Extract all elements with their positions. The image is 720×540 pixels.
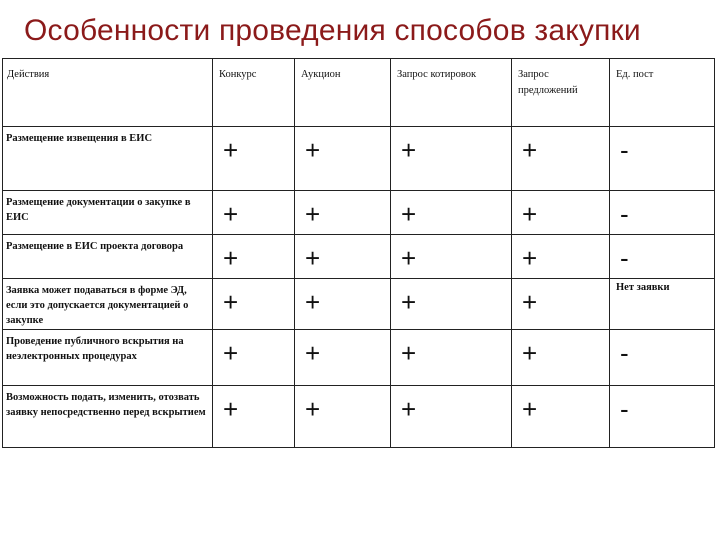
cell-auktsion: + xyxy=(295,385,391,447)
cell-ed-post: - xyxy=(610,191,715,235)
cell-zapros-kotirovok: + xyxy=(391,191,512,235)
table-row xyxy=(3,235,715,279)
row-action-label: Проведение публичного вскрытия на неэлектронных процедурах xyxy=(3,329,213,385)
table-row xyxy=(3,127,715,191)
cell-zapros-kotirovok: + xyxy=(391,279,512,330)
cell-ed-post: - xyxy=(610,127,715,191)
header-konkurs: Конкурс xyxy=(213,59,295,127)
cell-konkurs: + xyxy=(213,279,295,330)
row-action-label: Возможность подать, изменить, отозвать заявку непосредственно перед вскрытием xyxy=(3,385,213,447)
cell-zapros-predlozheniy: + xyxy=(512,329,610,385)
table-row xyxy=(3,191,715,235)
cell-konkurs: + xyxy=(213,191,295,235)
cell-konkurs: + xyxy=(213,329,295,385)
cell-ed-post: - xyxy=(610,235,715,279)
cell-zapros-predlozheniy: + xyxy=(512,385,610,447)
header-ed-post: Ед. пост xyxy=(610,59,715,127)
header-zapros-predlozheniy: Запрос предложений xyxy=(512,59,610,127)
cell-konkurs: + xyxy=(213,235,295,279)
header-actions: Действия xyxy=(3,59,213,127)
row-action-label: Размещение документации о закупке в ЕИС xyxy=(3,191,213,235)
cell-zapros-kotirovok: + xyxy=(391,329,512,385)
table-row xyxy=(3,329,715,385)
cell-zapros-predlozheniy: + xyxy=(512,191,610,235)
table-row xyxy=(3,385,715,447)
row-action-label: Размещение извещения в ЕИС xyxy=(3,127,213,191)
cell-ed-post-note: Нет заявки xyxy=(610,279,715,330)
cell-auktsion: + xyxy=(295,191,391,235)
cell-zapros-kotirovok: + xyxy=(391,385,512,447)
row-action-label: Размещение в ЕИС проекта договора xyxy=(3,235,213,279)
cell-auktsion: + xyxy=(295,235,391,279)
cell-auktsion: + xyxy=(295,279,391,330)
slide-title: Особенности проведения способов закупки xyxy=(24,14,641,47)
cell-zapros-kotirovok: + xyxy=(391,127,512,191)
cell-auktsion: + xyxy=(295,329,391,385)
cell-ed-post: - xyxy=(610,329,715,385)
cell-zapros-predlozheniy: + xyxy=(512,127,610,191)
header-row xyxy=(3,59,715,127)
cell-konkurs: + xyxy=(213,385,295,447)
cell-konkurs: + xyxy=(213,127,295,191)
cell-zapros-predlozheniy: + xyxy=(512,279,610,330)
cell-auktsion: + xyxy=(295,127,391,191)
cell-zapros-kotirovok: + xyxy=(391,235,512,279)
header-auktsion: Аукцион xyxy=(295,59,391,127)
header-zapros-kotirovok: Запрос котировок xyxy=(391,59,512,127)
cell-ed-post: - xyxy=(610,385,715,447)
row-action-label: Заявка может подаваться в форме ЭД, если это допускается документацией о закупке xyxy=(3,279,213,330)
cell-zapros-predlozheniy: + xyxy=(512,235,610,279)
procurement-methods-table xyxy=(2,58,715,448)
table-row xyxy=(3,279,715,330)
